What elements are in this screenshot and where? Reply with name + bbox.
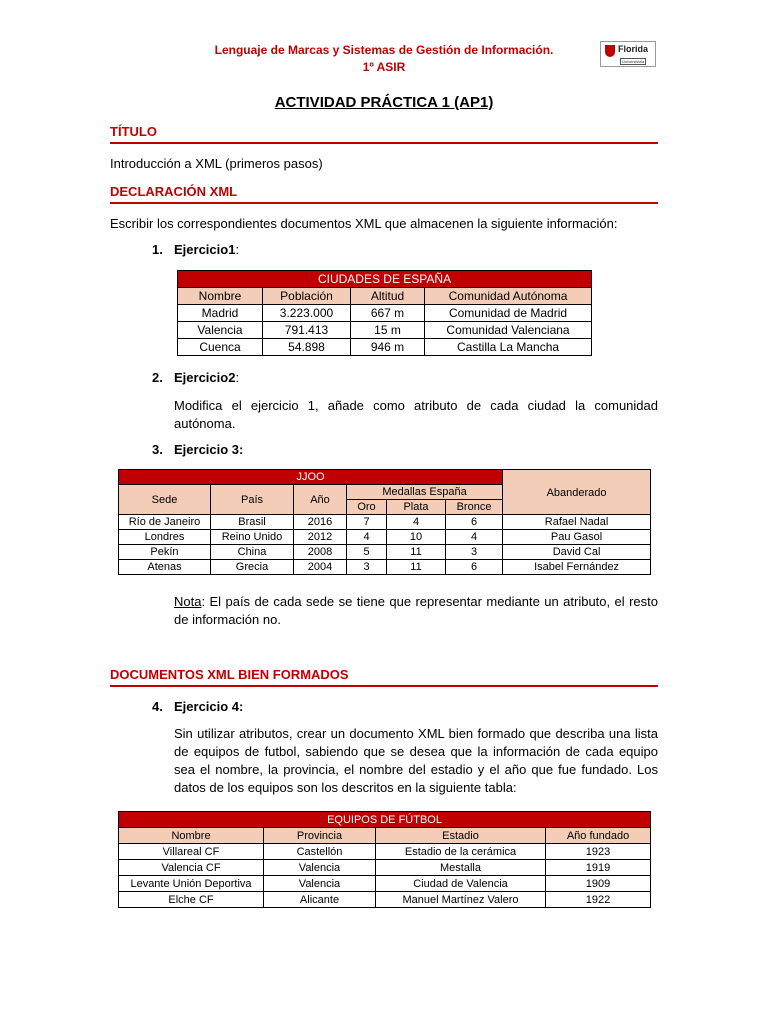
table-cell: Grecia <box>211 560 294 575</box>
table-cell: 2012 <box>294 530 347 545</box>
table-cell: 1923 <box>546 844 651 860</box>
column-header: Provincia <box>264 828 376 844</box>
table-caption: EQUIPOS DE FÚTBOL <box>119 812 651 828</box>
table-row <box>119 860 651 876</box>
table-cell: 3 <box>446 545 503 560</box>
exercise-label: Ejercicio 4: <box>174 699 244 714</box>
table-cell: Mestalla <box>376 860 546 876</box>
exercise-3-note <box>174 593 658 629</box>
section-heading-titulo: TÍTULO <box>110 124 658 144</box>
document-title: ACTIVIDAD PRÁCTICA 1 (AP1) <box>274 94 494 111</box>
table-cell: 11 <box>387 545 446 560</box>
column-header: Bronce <box>446 500 503 515</box>
table-jjoo <box>118 469 651 575</box>
table-cell: 1909 <box>546 876 651 892</box>
table-cell: 10 <box>387 530 446 545</box>
table-cell: Estadio de la cerámica <box>376 844 546 860</box>
table-cell: Isabel Fernández <box>503 560 651 575</box>
titulo-text: Introducción a XML (primeros pasos) <box>110 156 323 171</box>
table-caption: CIUDADES DE ESPAÑA <box>178 271 592 288</box>
exercise-label: Ejercicio2 <box>174 370 236 385</box>
table-cell: Alicante <box>264 892 376 908</box>
table-cell: 4 <box>387 515 446 530</box>
table-cell: 667 m <box>351 305 425 322</box>
table-row <box>119 560 651 575</box>
shield-icon <box>605 45 615 57</box>
table-cell: 1919 <box>546 860 651 876</box>
table-cell: Atenas <box>119 560 211 575</box>
column-header: Comunidad Autónoma <box>425 288 592 305</box>
table-cell: 4 <box>446 530 503 545</box>
exercise-label: Ejercicio1 <box>174 242 236 257</box>
exercise-label: Ejercicio 3: <box>174 442 244 457</box>
table-cell: 2016 <box>294 515 347 530</box>
university-logo <box>600 41 656 67</box>
table-cell: Manuel Martínez Valero <box>376 892 546 908</box>
table-cell: Valencia <box>178 322 263 339</box>
exercise-2-text: Modifica el ejercicio 1, añade como atributo de cada ciudad la comunidad autónoma. <box>174 398 658 431</box>
exercise-suffix: : <box>235 242 240 257</box>
column-header-label: Abanderado <box>546 487 607 499</box>
exercise-4-heading <box>152 699 243 714</box>
exercise-number: 1. <box>152 242 163 257</box>
table-cell: Valencia <box>264 860 376 876</box>
header-course: 1º ASIR <box>362 60 406 74</box>
column-header: Altitud <box>351 288 425 305</box>
table-cell: 15 m <box>351 322 425 339</box>
table-row <box>119 545 651 560</box>
exercise-3-heading <box>152 442 243 457</box>
exercise-number: 4. <box>152 699 163 714</box>
section-heading-bien-formados: DOCUMENTOS XML BIEN FORMADOS <box>110 667 658 687</box>
declaracion-text: Escribir los correspondientes documentos XML que almacenen la siguiente información: <box>110 216 618 231</box>
table-cell: 4 <box>347 530 387 545</box>
column-header: Población <box>263 288 351 305</box>
table-equipos <box>118 811 651 908</box>
table-cell: 1922 <box>546 892 651 908</box>
table-cell: Castellón <box>264 844 376 860</box>
logo-brand: Florida <box>618 44 649 54</box>
table-row <box>178 339 592 356</box>
table-row <box>119 844 651 860</box>
exercise-number: 2. <box>152 370 163 385</box>
table-cell: Valencia CF <box>119 860 264 876</box>
column-header <box>503 470 651 515</box>
table-cell: Rafael Nadal <box>503 515 651 530</box>
table-row <box>119 876 651 892</box>
table-cell: 2004 <box>294 560 347 575</box>
column-header: Plata <box>387 500 446 515</box>
column-header: Nombre <box>178 288 263 305</box>
table-cell: 3 <box>347 560 387 575</box>
header-subject: Lenguaje de Marcas y Sistemas de Gestión de Información. <box>214 43 554 57</box>
section-heading-declaracion: DECLARACIÓN XML <box>110 184 658 204</box>
table-cell: 6 <box>446 515 503 530</box>
table-row <box>178 305 592 322</box>
table-cell: Levante Unión Deportiva <box>119 876 264 892</box>
column-header: País <box>211 485 294 515</box>
exercise-1-heading <box>152 242 239 257</box>
table-cell: Ciudad de Valencia <box>376 876 546 892</box>
table-cell: 6 <box>446 560 503 575</box>
column-header: Oro <box>347 500 387 515</box>
column-header: Nombre <box>119 828 264 844</box>
table-cell: Elche CF <box>119 892 264 908</box>
column-header: Estadio <box>376 828 546 844</box>
table-cell: 11 <box>387 560 446 575</box>
table-cell: Cuenca <box>178 339 263 356</box>
note-text: : El país de cada sede se tiene que representar mediante un atributo, el resto de información no. <box>174 594 658 627</box>
table-cell: Comunidad de Madrid <box>425 305 592 322</box>
exercise-2-heading <box>152 370 239 385</box>
table-cell: 54.898 <box>263 339 351 356</box>
exercise-4-text: Sin utilizar atributos, crear un documento XML bien formado que describa una lista de equipos de futbol, sabiendo que se desea que la información de cada equipo sea el nombre, la provincia, el nombre del estadio y el año que fue fundado. Los datos de los equipos son los descritos en la siguiente tabla: <box>174 726 658 795</box>
table-cell: 791.413 <box>263 322 351 339</box>
table-cell: Madrid <box>178 305 263 322</box>
table-cell: Río de Janeiro <box>119 515 211 530</box>
table-cell: Reino Unido <box>211 530 294 545</box>
table-cell: 7 <box>347 515 387 530</box>
exercise-number: 3. <box>152 442 163 457</box>
column-header: Medallas España <box>347 485 503 500</box>
table-cell: Castilla La Mancha <box>425 339 592 356</box>
table-cell: Londres <box>119 530 211 545</box>
table-ciudades <box>177 270 592 356</box>
table-cell: Villareal CF <box>119 844 264 860</box>
table-cell: Valencia <box>264 876 376 892</box>
table-cell: David Cal <box>503 545 651 560</box>
table-cell: 946 m <box>351 339 425 356</box>
table-row <box>119 530 651 545</box>
table-cell: Pekín <box>119 545 211 560</box>
document-header <box>170 42 598 76</box>
table-cell: 3.223.000 <box>263 305 351 322</box>
column-header: Año <box>294 485 347 515</box>
column-header: Año fundado <box>546 828 651 844</box>
table-cell: China <box>211 545 294 560</box>
column-header: Sede <box>119 485 211 515</box>
table-cell: Comunidad Valenciana <box>425 322 592 339</box>
table-cell: 5 <box>347 545 387 560</box>
exercise-suffix: : <box>235 370 240 385</box>
table-row <box>178 322 592 339</box>
table-cell: 2008 <box>294 545 347 560</box>
logo-subtitle: Universitària <box>622 59 645 64</box>
table-caption: JJOO <box>119 470 503 485</box>
table-row <box>119 892 651 908</box>
table-cell: Pau Gasol <box>503 530 651 545</box>
table-row <box>119 515 651 530</box>
note-label: Nota <box>174 594 202 609</box>
table-cell: Brasil <box>211 515 294 530</box>
